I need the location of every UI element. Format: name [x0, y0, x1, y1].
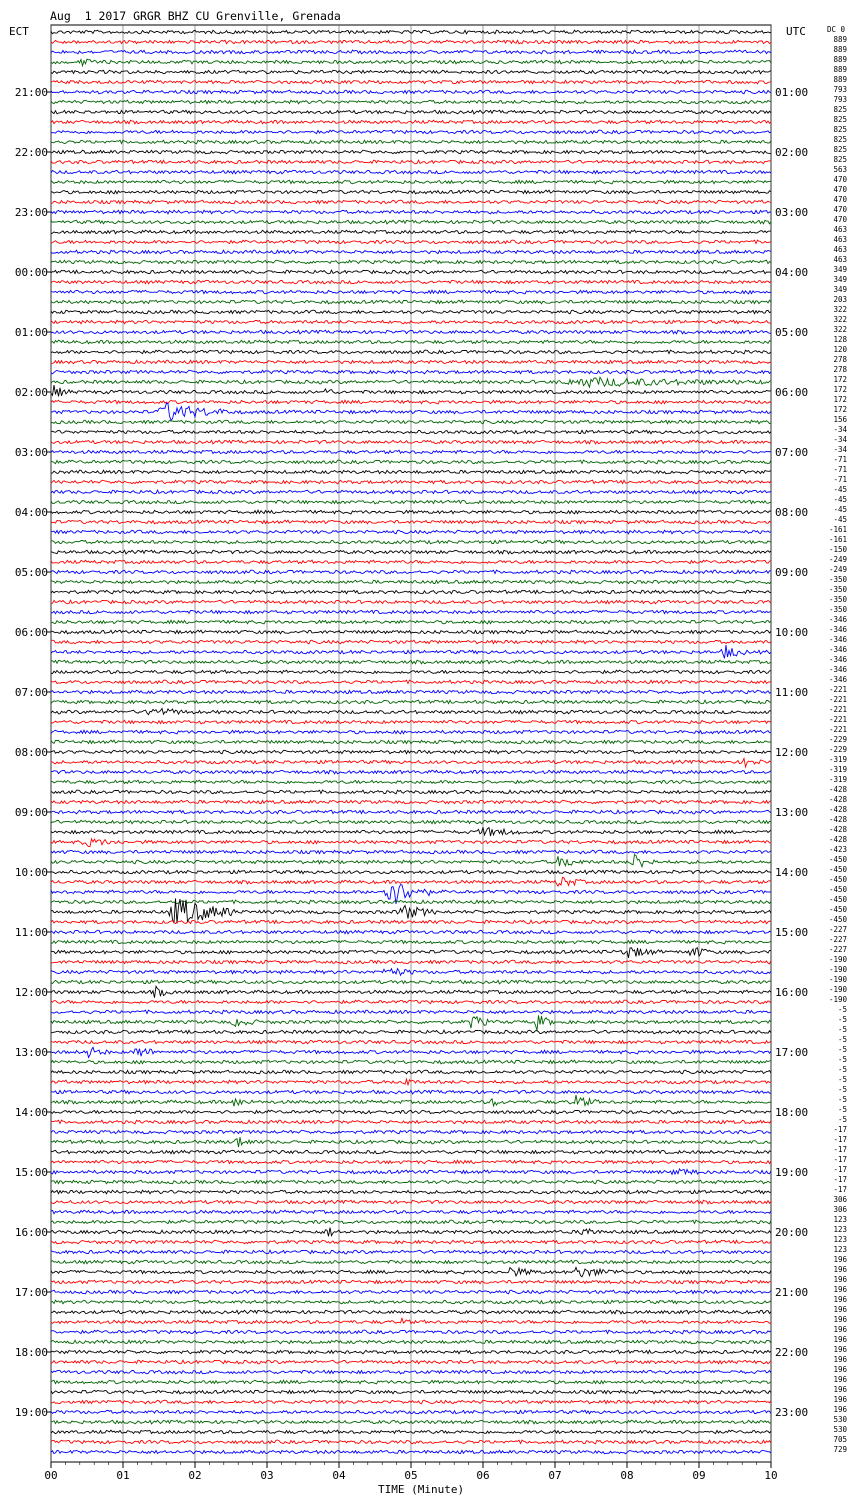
dc-offset-value: -346	[828, 675, 847, 684]
dc-offset-value: -249	[828, 565, 847, 574]
dc-offset-value: -350	[828, 605, 847, 614]
dc-offset-value: 470	[833, 195, 847, 204]
utc-hour-label: 02:00	[775, 146, 809, 159]
dc-offset-value: -346	[828, 665, 847, 674]
dc-offset-value: 196	[833, 1355, 847, 1364]
dc-offset-value: -5	[837, 1015, 847, 1024]
dc-offset-value: 825	[833, 155, 847, 164]
dc-offset-value: 196	[833, 1405, 847, 1414]
dc-offset-value: 306	[833, 1195, 847, 1204]
ect-hour-label: 01:00	[14, 326, 48, 339]
dc-offset-value: -5	[837, 1005, 847, 1014]
dc-offset-value: -450	[828, 895, 847, 904]
ect-hour-label: 08:00	[14, 746, 48, 759]
dc-offset-value: 196	[833, 1275, 847, 1284]
dc-offset-value: -45	[833, 495, 847, 504]
dc-offset-value: 470	[833, 205, 847, 214]
dc-offset-value: 123	[833, 1235, 847, 1244]
dc-offset-value: -5	[837, 1085, 847, 1094]
dc-offset-value: -450	[828, 875, 847, 884]
utc-hour-label: 01:00	[775, 86, 809, 99]
ect-hour-label: 04:00	[14, 506, 48, 519]
utc-hour-label: 06:00	[775, 386, 809, 399]
utc-hour-label: 15:00	[775, 926, 809, 939]
dc-offset-value: 349	[833, 265, 847, 274]
dc-offset-value: -45	[833, 505, 847, 514]
ect-hour-label: 10:00	[14, 866, 48, 879]
dc-offset-value: -428	[828, 805, 847, 814]
ect-hour-label: 14:00	[14, 1106, 48, 1119]
dc-offset-value: 729	[833, 1445, 847, 1454]
x-tick-label: 00	[44, 1469, 58, 1482]
dc-offset-value: 196	[833, 1395, 847, 1404]
dc-offset-value: 120	[833, 345, 847, 354]
dc-offset-header: DC 0	[827, 25, 846, 34]
dc-offset-value: -450	[828, 865, 847, 874]
ect-hour-label: 03:00	[14, 446, 48, 459]
utc-hour-label: 09:00	[775, 566, 809, 579]
dc-offset-value: 196	[833, 1335, 847, 1344]
dc-offset-value: 196	[833, 1295, 847, 1304]
x-tick-label: 08	[620, 1469, 634, 1482]
dc-offset-value: 196	[833, 1255, 847, 1264]
dc-offset-value: -450	[828, 885, 847, 894]
ect-hour-label: 11:00	[14, 926, 48, 939]
ect-hour-label: 12:00	[14, 986, 48, 999]
dc-offset-value: 196	[833, 1315, 847, 1324]
dc-offset-value: 825	[833, 145, 847, 154]
x-tick-label: 05	[404, 1469, 418, 1482]
dc-offset-value: -428	[828, 825, 847, 834]
dc-offset-value: 889	[833, 35, 847, 44]
dc-offset-value: 196	[833, 1345, 847, 1354]
dc-offset-value: -227	[828, 935, 847, 944]
utc-hour-label: 04:00	[775, 266, 809, 279]
dc-offset-value: -71	[833, 475, 847, 484]
dc-offset-value: 196	[833, 1365, 847, 1374]
dc-offset-value: 463	[833, 245, 847, 254]
dc-offset-value: 196	[833, 1375, 847, 1384]
dc-offset-value: -190	[828, 975, 847, 984]
dc-offset-value: -221	[828, 725, 847, 734]
dc-offset-value: -45	[833, 485, 847, 494]
dc-offset-value: -350	[828, 585, 847, 594]
dc-offset-value: -346	[828, 615, 847, 624]
dc-offset-value: -150	[828, 545, 847, 554]
ect-hour-label: 23:00	[14, 206, 48, 219]
dc-offset-value: -5	[837, 1045, 847, 1054]
dc-offset-value: 172	[833, 375, 847, 384]
dc-offset-value: -428	[828, 795, 847, 804]
dc-offset-value: 705	[833, 1435, 847, 1444]
dc-offset-value: -17	[833, 1185, 847, 1194]
x-tick-label: 04	[332, 1469, 346, 1482]
dc-offset-value: -221	[828, 685, 847, 694]
ect-hour-label: 16:00	[14, 1226, 48, 1239]
dc-offset-value: 470	[833, 175, 847, 184]
dc-offset-value: 530	[833, 1425, 847, 1434]
dc-offset-value: -346	[828, 645, 847, 654]
dc-offset-value: -17	[833, 1135, 847, 1144]
utc-hour-label: 03:00	[775, 206, 809, 219]
dc-offset-value: 196	[833, 1325, 847, 1334]
ect-hour-label: 07:00	[14, 686, 48, 699]
dc-offset-value: -350	[828, 575, 847, 584]
dc-offset-value: 825	[833, 135, 847, 144]
dc-offset-value: 825	[833, 115, 847, 124]
dc-offset-value: 825	[833, 105, 847, 114]
dc-offset-value: -17	[833, 1145, 847, 1154]
utc-hour-label: 07:00	[775, 446, 809, 459]
dc-offset-value: 203	[833, 295, 847, 304]
dc-offset-value: 196	[833, 1305, 847, 1314]
dc-offset-value: 196	[833, 1265, 847, 1274]
utc-hour-label: 12:00	[775, 746, 809, 759]
dc-offset-value: -190	[828, 995, 847, 1004]
dc-offset-value: -423	[828, 845, 847, 854]
dc-offset-value: 889	[833, 55, 847, 64]
dc-offset-value: -346	[828, 625, 847, 634]
dc-offset-value: 196	[833, 1285, 847, 1294]
dc-offset-value: -34	[833, 435, 847, 444]
dc-offset-value: -34	[833, 425, 847, 434]
dc-offset-value: -450	[828, 905, 847, 914]
utc-hour-label: 19:00	[775, 1166, 809, 1179]
axis-labels	[15, 35, 848, 1482]
dc-offset-value: -5	[837, 1105, 847, 1114]
dc-offset-value: 530	[833, 1415, 847, 1424]
dc-offset-value: -5	[837, 1055, 847, 1064]
dc-offset-value: -428	[828, 835, 847, 844]
dc-offset-value: -346	[828, 635, 847, 644]
utc-hour-label: 20:00	[775, 1226, 809, 1239]
dc-offset-value: -161	[828, 535, 847, 544]
dc-offset-value: -350	[828, 595, 847, 604]
dc-offset-value: -5	[837, 1115, 847, 1124]
utc-hour-label: 14:00	[775, 866, 809, 879]
dc-offset-value: -190	[828, 965, 847, 974]
utc-hour-label: 21:00	[775, 1286, 809, 1299]
dc-offset-value: -227	[828, 925, 847, 934]
x-tick-label: 06	[476, 1469, 490, 1482]
dc-offset-value: -190	[828, 985, 847, 994]
utc-hour-label: 23:00	[775, 1406, 809, 1419]
page-title: Aug 1 2017 GRGR BHZ CU Grenville, Grenada	[50, 9, 341, 23]
dc-offset-value: -319	[828, 775, 847, 784]
dc-offset-value: -428	[828, 785, 847, 794]
x-tick-label: 02	[188, 1469, 202, 1482]
x-tick-label: 10	[764, 1469, 778, 1482]
ect-hour-label: 18:00	[14, 1346, 48, 1359]
dc-offset-value: 889	[833, 75, 847, 84]
dc-offset-value: -221	[828, 705, 847, 714]
dc-offset-value: 172	[833, 395, 847, 404]
dc-offset-value: 793	[833, 85, 847, 94]
ect-hour-label: 21:00	[14, 86, 48, 99]
dc-offset-value: 123	[833, 1215, 847, 1224]
dc-offset-value: -34	[833, 445, 847, 454]
dc-offset-value: -45	[833, 515, 847, 524]
dc-offset-value: -227	[828, 945, 847, 954]
dc-offset-value: 123	[833, 1225, 847, 1234]
dc-offset-value: -161	[828, 525, 847, 534]
dc-offset-value: 463	[833, 235, 847, 244]
dc-offset-value: -229	[828, 735, 847, 744]
ect-hour-label: 00:00	[14, 266, 48, 279]
ect-hour-label: 15:00	[14, 1166, 48, 1179]
dc-offset-value: -5	[837, 1075, 847, 1084]
dc-offset-value: 349	[833, 285, 847, 294]
dc-offset-value: 470	[833, 185, 847, 194]
ect-hour-label: 05:00	[14, 566, 48, 579]
dc-offset-value: 563	[833, 165, 847, 174]
utc-hour-label: 16:00	[775, 986, 809, 999]
utc-hour-label: 11:00	[775, 686, 809, 699]
ect-hour-label: 02:00	[14, 386, 48, 399]
dc-offset-value: 825	[833, 125, 847, 134]
utc-hour-label: 17:00	[775, 1046, 809, 1059]
dc-offset-value: 196	[833, 1385, 847, 1394]
x-tick-label: 03	[260, 1469, 274, 1482]
dc-offset-value: 889	[833, 45, 847, 54]
dc-offset-value: -450	[828, 915, 847, 924]
dc-offset-value: -17	[833, 1175, 847, 1184]
dc-offset-value: -5	[837, 1065, 847, 1074]
dc-offset-value: -428	[828, 815, 847, 824]
left-axis-label: ECT	[9, 25, 29, 38]
dc-offset-value: 463	[833, 255, 847, 264]
dc-offset-value: 172	[833, 405, 847, 414]
dc-offset-value: -5	[837, 1025, 847, 1034]
right-axis-label: UTC	[786, 25, 806, 38]
x-axis-title: TIME (Minute)	[378, 1483, 465, 1496]
dc-offset-value: 470	[833, 215, 847, 224]
x-tick-label: 01	[116, 1469, 130, 1482]
dc-offset-value: -346	[828, 655, 847, 664]
utc-hour-label: 22:00	[775, 1346, 809, 1359]
dc-offset-value: 156	[833, 415, 847, 424]
dc-offset-value: 322	[833, 305, 847, 314]
dc-offset-value: -5	[837, 1035, 847, 1044]
dc-offset-value: 349	[833, 275, 847, 284]
dc-offset-value: 278	[833, 355, 847, 364]
ect-hour-label: 22:00	[14, 146, 48, 159]
x-tick-label: 07	[548, 1469, 562, 1482]
dc-offset-value: -249	[828, 555, 847, 564]
utc-hour-label: 08:00	[775, 506, 809, 519]
dc-offset-value: 128	[833, 335, 847, 344]
dc-offset-value: -17	[833, 1125, 847, 1134]
utc-hour-label: 18:00	[775, 1106, 809, 1119]
dc-offset-value: -221	[828, 715, 847, 724]
dc-offset-value: 793	[833, 95, 847, 104]
dc-offset-value: 322	[833, 325, 847, 334]
dc-offset-value: 463	[833, 225, 847, 234]
dc-offset-value: -450	[828, 855, 847, 864]
dc-offset-value: -221	[828, 695, 847, 704]
ect-hour-label: 13:00	[14, 1046, 48, 1059]
ect-hour-label: 19:00	[14, 1406, 48, 1419]
dc-offset-value: -17	[833, 1165, 847, 1174]
dc-offset-value: -71	[833, 455, 847, 464]
dc-offset-value: -5	[837, 1095, 847, 1104]
utc-hour-label: 13:00	[775, 806, 809, 819]
ect-hour-label: 17:00	[14, 1286, 48, 1299]
dc-offset-value: -319	[828, 755, 847, 764]
ect-hour-label: 06:00	[14, 626, 48, 639]
dc-offset-value: 172	[833, 385, 847, 394]
dc-offset-value: 306	[833, 1205, 847, 1214]
dc-offset-value: -71	[833, 465, 847, 474]
x-tick-label: 09	[692, 1469, 706, 1482]
dc-offset-value: 889	[833, 65, 847, 74]
utc-hour-label: 05:00	[775, 326, 809, 339]
dc-offset-value: 278	[833, 365, 847, 374]
dc-offset-value: -17	[833, 1155, 847, 1164]
utc-hour-label: 10:00	[775, 626, 809, 639]
ect-hour-label: 09:00	[14, 806, 48, 819]
dc-offset-value: 322	[833, 315, 847, 324]
dc-offset-value: 123	[833, 1245, 847, 1254]
dc-offset-value: -190	[828, 955, 847, 964]
dc-offset-value: -229	[828, 745, 847, 754]
dc-offset-value: -319	[828, 765, 847, 774]
